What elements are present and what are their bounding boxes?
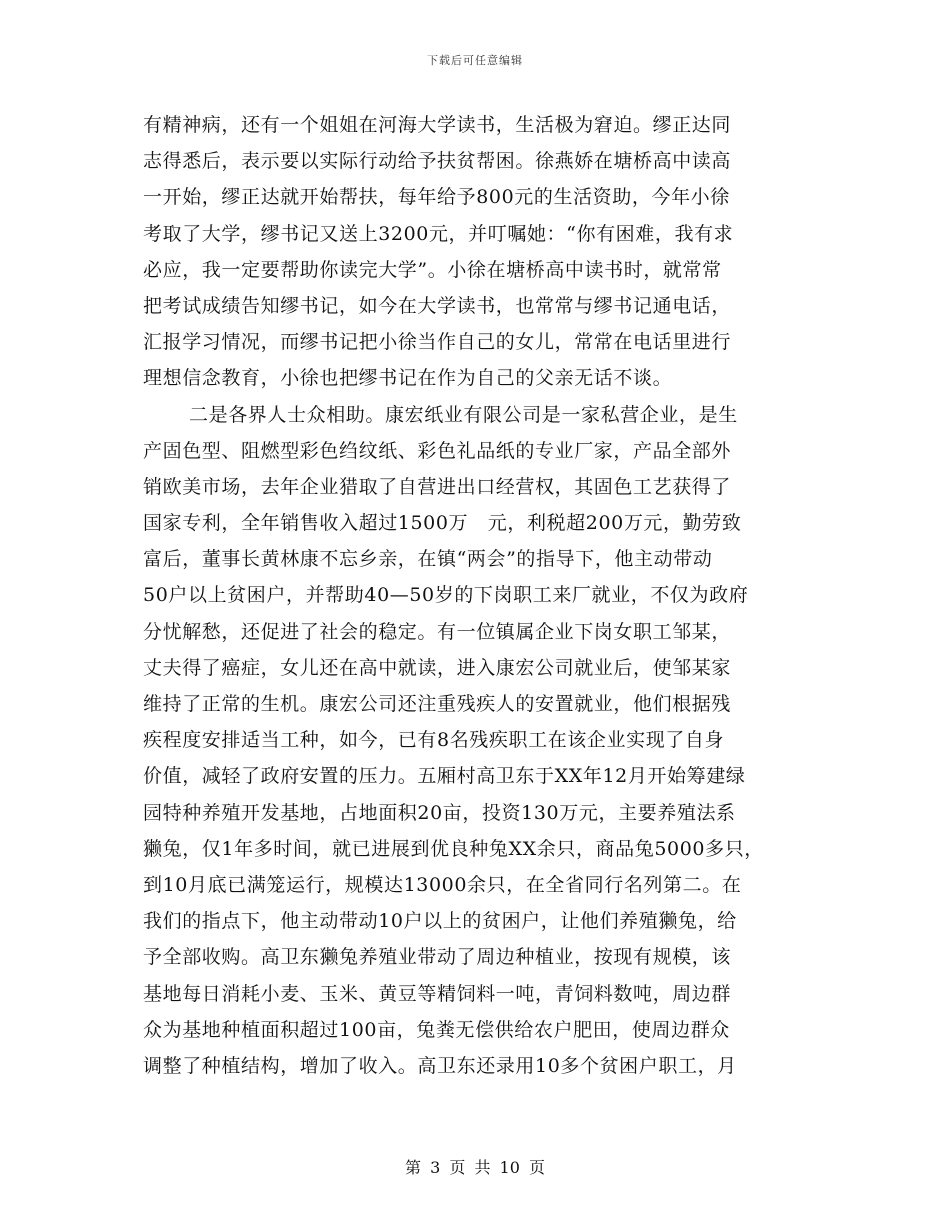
text-line: 产固色型、阻燃型彩色绉纹纸、彩色礼品纸的专业厂家，产品全部外 bbox=[143, 439, 732, 462]
text-line: 我们的指点下，他主动带动10户以上的贫困户，让他们养殖獭兔，给 bbox=[143, 910, 737, 933]
text-line: 维持了正常的生机。康宏公司还注重残疾人的安置就业，他们根据残 bbox=[143, 693, 732, 715]
text-line: 疾程度安排适当工种，如今，已有8名残疾职工在该企业实现了自身 bbox=[143, 729, 725, 752]
text-line: 獭兔，仅1年多时间，就已进展到优良种兔XX余只，商品兔5000多只， bbox=[143, 837, 764, 860]
text-line: 理想信念教育，小徐也把缪书记在作为自己的父亲无话不谈。 bbox=[143, 367, 673, 390]
text-line: 富后，董事长黄林康不忘乡亲，在镇“两会”的指导下，他主动带动 bbox=[143, 548, 713, 571]
page-number-footer: 第 3 页 共 10 页 bbox=[405, 1158, 545, 1177]
text-line: 有精神病，还有一个姐姐在河海大学读书，生活极为窘迫。缪正达同 bbox=[143, 114, 732, 136]
text-line: 价值，减轻了政府安置的压力。五厢村高卫东于XX年12月开始筹建绿 bbox=[143, 765, 746, 788]
text-line: 销欧美市场，去年企业猎取了自营进出口经营权，其固色工艺获得了 bbox=[143, 475, 732, 498]
text-line: 园特种养殖开发基地，占地面积20亩，投资130万元，主要养殖法系 bbox=[143, 801, 736, 824]
text-line: 把考试成绩告知缪书记，如今在大学读书，也常常与缪书记通电话， bbox=[143, 294, 732, 317]
text-line: 到10月底已满笼运行，规模达13000余只，在全省同行名列第二。在 bbox=[143, 873, 742, 896]
text-line: 一开始，缪正达就开始帮扶，每年给予800元的生活资助，今年小徐 bbox=[143, 186, 730, 209]
text-line: 众为基地种植面积超过100亩，兔粪无偿供给农户肥田，使周边群众 bbox=[143, 1018, 730, 1041]
page-header: 下载后可任意编辑 bbox=[427, 54, 523, 67]
text-line: 予全部收购。高卫东獭兔养殖业带动了周边种植业，按现有规模，该 bbox=[143, 946, 732, 969]
text-line: 国家专利，全年销售收入超过1500万 元，利税超200万元，勤劳致 bbox=[143, 512, 742, 535]
text-line: 基地每日消耗小麦、玉米、黄豆等精饲料一吨，青饲料数吨，周边群 bbox=[143, 982, 732, 1005]
text-line: 二是各界人士众相助。康宏纸业有限公司是一家私营企业，是生 bbox=[189, 403, 738, 426]
text-line: 考取了大学，缪书记又送上3200元，并叮嘱她：“你有困难，我有求 bbox=[143, 222, 734, 245]
document-body bbox=[143, 107, 833, 1084]
text-line: 调整了种植结构，增加了收入。高卫东还录用10多个贫困户职工，月 bbox=[143, 1054, 737, 1077]
text-line: 志得悉后，表示要以实际行动给予扶贫帮困。徐燕娇在塘桥高中读高 bbox=[143, 150, 732, 173]
text-line: 分忧解愁，还促进了社会的稳定。有一位镇属企业下岗女职工邹某， bbox=[143, 620, 732, 643]
text-line: 50户以上贫困户，并帮助40—50岁的下岗职工来厂就业，不仅为政府 bbox=[143, 584, 749, 607]
text-line: 汇报学习情况，而缪书记把小徐当作自己的女儿，常常在电话里进行 bbox=[143, 331, 732, 354]
text-line: 必应，我一定要帮助你读完大学”。小徐在塘桥高中读书时，就常常 bbox=[143, 258, 722, 281]
text-line: 丈夫得了癌症，女儿还在高中就读，进入康宏公司就业后，使邹某家 bbox=[143, 656, 732, 679]
